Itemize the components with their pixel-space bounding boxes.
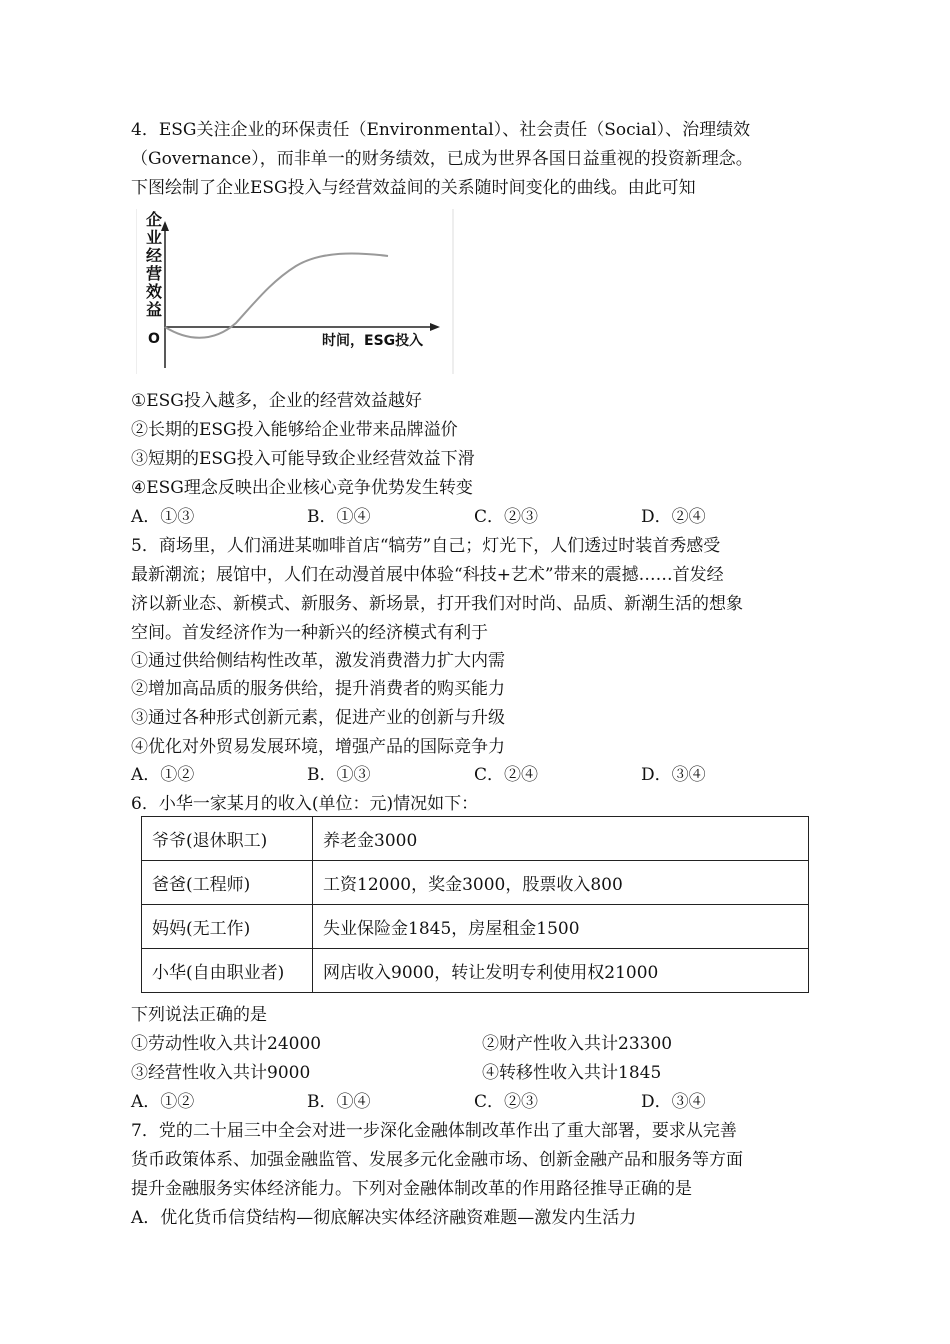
q4-option-d[interactable]: D．②④ — [641, 507, 706, 527]
q5-stem-line-4: 空间。首发经济作为一种新兴的经济模式有利于 — [131, 623, 488, 643]
q4-option-c[interactable]: C．②③ — [474, 507, 539, 527]
income-cell: 失业保险金1845，房屋租金1500 — [313, 905, 809, 949]
member-cell: 爷爷(退休职工) — [142, 817, 313, 861]
y-axis-label — [143, 211, 165, 319]
y-label-char: 营 — [145, 264, 162, 283]
y-label-char: 企 — [145, 210, 162, 229]
q4-statement-1: ①ESG投入越多，企业的经营效益越好 — [131, 391, 422, 411]
q6-prompt: 下列说法正确的是 — [131, 1005, 267, 1025]
q5-option-d[interactable]: D．③④ — [641, 765, 706, 785]
q6-option-c[interactable]: C．②③ — [474, 1092, 539, 1112]
member-cell: 妈妈(无工作) — [142, 905, 313, 949]
q6-option-b[interactable]: B．①④ — [307, 1092, 371, 1112]
q4-statement-4: ④ESG理念反映出企业核心竞争优势发生转变 — [131, 478, 473, 498]
q4-options — [131, 506, 831, 528]
q6-statement-1: ①劳动性收入共计24000 — [131, 1034, 322, 1054]
q4-stem-line-1: 4．ESG关注企业的环保责任（Environmental）、社会责任（Social）、治理绩效 — [131, 120, 751, 140]
table-row — [142, 905, 809, 949]
x-axis-arrow-icon — [430, 323, 440, 331]
q6-statement-4: ④转移性收入共计1845 — [482, 1063, 662, 1083]
income-cell: 网店收入9000，转让发明专利使用权21000 — [313, 949, 809, 993]
q6-stem: 6．小华一家某月的收入(单位：元)情况如下： — [131, 794, 479, 814]
q5-statement-3: ③通过各种形式创新元素，促进产业的创新与升级 — [131, 708, 505, 728]
y-label-char: 经 — [145, 246, 162, 265]
q5-option-a[interactable]: A．①② — [131, 765, 195, 785]
q5-option-b[interactable]: B．①③ — [307, 765, 371, 785]
q4-option-b[interactable]: B．①④ — [307, 507, 371, 527]
q5-statement-4: ④优化对外贸易发展环境，增强产品的国际竞争力 — [131, 737, 505, 757]
q7-stem-line-3: 提升金融服务实体经济能力。下列对金融体制改革的作用路径推导正确的是 — [131, 1179, 692, 1199]
q6-statement-3: ③经营性收入共计9000 — [131, 1063, 311, 1083]
income-table — [141, 816, 809, 993]
q6-statement-2: ②财产性收入共计23300 — [482, 1034, 673, 1054]
q5-stem-line-3: 济以新业态、新模式、新服务、新场景，打开我们对时尚、品质、新潮生活的想象 — [131, 594, 743, 614]
q4-stem-line-3: 下图绘制了企业ESG投入与经营效益间的关系随时间变化的曲线。由此可知 — [131, 178, 696, 198]
origin-label: O — [148, 331, 160, 347]
q5-stem-line-2: 最新潮流；展馆中，人们在动漫首展中体验“科技+艺术”带来的震撼……首发经 — [131, 565, 724, 585]
q7-stem-line-2: 货币政策体系、加强金融监管、发展多元化金融市场、创新金融产品和服务等方面 — [131, 1150, 743, 1170]
q5-options — [131, 764, 831, 786]
esg-curve-figure — [136, 209, 456, 374]
table-row — [142, 861, 809, 905]
q6-option-a[interactable]: A．①② — [131, 1092, 195, 1112]
q5-statement-1: ①通过供给侧结构性改革，激发消费潜力扩大内需 — [131, 651, 505, 671]
y-label-char: 效 — [145, 282, 162, 301]
table-row — [142, 817, 809, 861]
q7-stem-line-1: 7．党的二十届三中全会对进一步深化金融体制改革作出了重大部署，要求从完善 — [131, 1121, 737, 1141]
member-cell: 爸爸(工程师) — [142, 861, 313, 905]
q4-stem-line-2: （Governance），而非单一的财务绩效，已成为世界各国日益重视的投资新理念。 — [131, 149, 753, 169]
esg-benefit-curve — [165, 253, 388, 337]
q5-statement-2: ②增加高品质的服务供给，提升消费者的购买能力 — [131, 679, 505, 699]
table-row — [142, 949, 809, 993]
y-label-char: 益 — [145, 300, 162, 319]
q4-statement-3: ③短期的ESG投入可能导致企业经营效益下滑 — [131, 449, 475, 469]
q6-option-d[interactable]: D．③④ — [641, 1092, 706, 1112]
q4-statement-2: ②长期的ESG投入能够给企业带来品牌溢价 — [131, 420, 458, 440]
q7-option-a[interactable]: A．优化货币信贷结构—彻底解决实体经济融资难题—激发内生活力 — [131, 1208, 637, 1228]
q5-stem-line-1: 5．商场里，人们涌进某咖啡首店“犒劳”自己；灯光下，人们透过时装首秀感受 — [131, 536, 721, 556]
income-cell: 养老金3000 — [313, 817, 809, 861]
q6-options — [131, 1091, 831, 1113]
q4-option-a[interactable]: A．①③ — [131, 507, 195, 527]
income-cell: 工资12000，奖金3000，股票收入800 — [313, 861, 809, 905]
member-cell: 小华(自由职业者) — [142, 949, 313, 993]
q5-option-c[interactable]: C．②④ — [474, 765, 539, 785]
x-axis-label: 时间，ESG投入 — [322, 333, 424, 349]
y-label-char: 业 — [145, 228, 162, 247]
